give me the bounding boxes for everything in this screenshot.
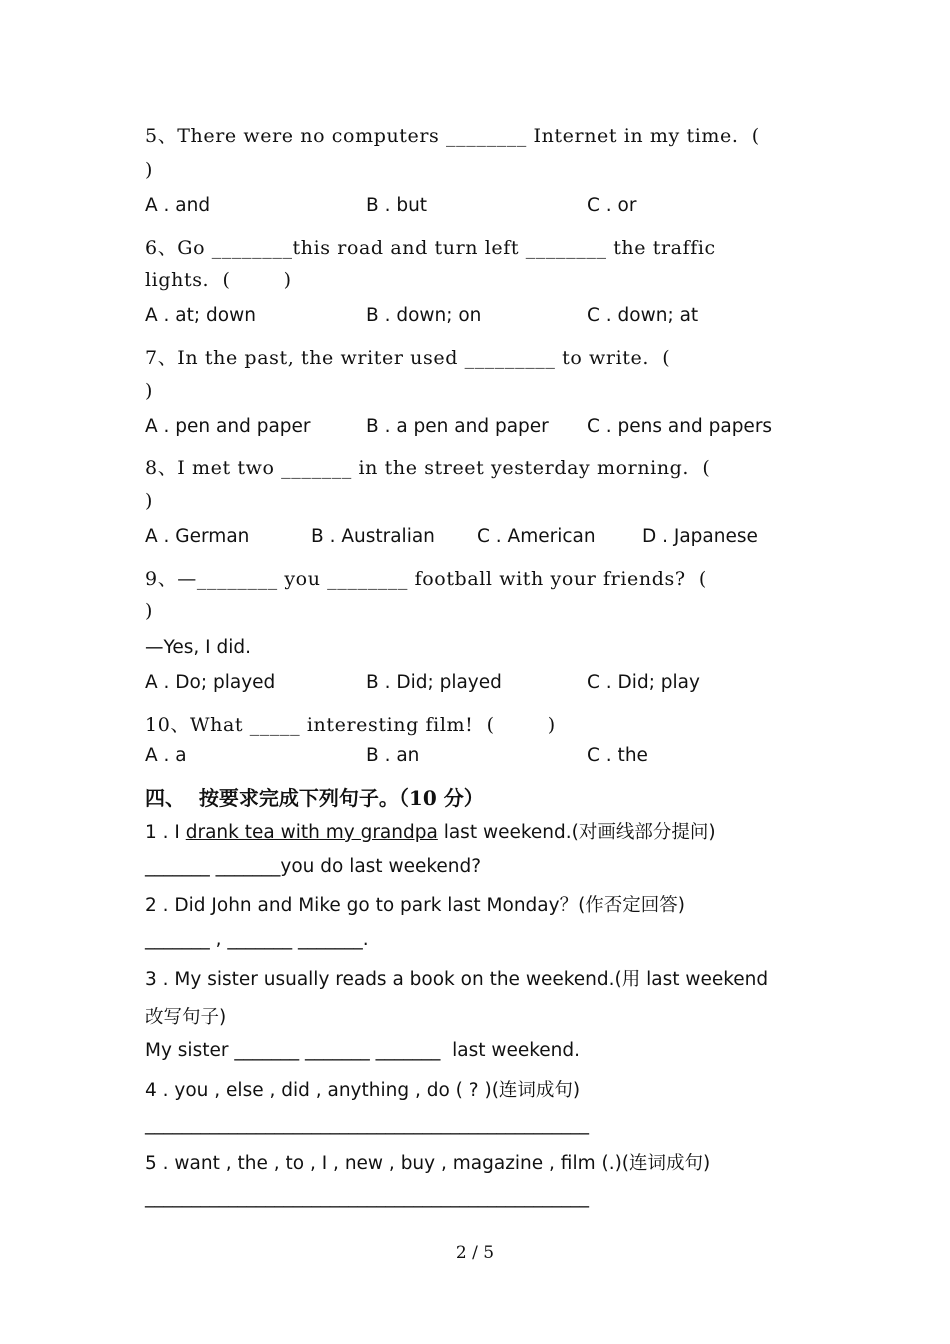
question-6-option-c: C . down; at <box>587 305 699 326</box>
question-7-option-b: B . a pen and paper <box>366 416 549 437</box>
question-10-option-a: A . a <box>145 745 187 766</box>
task-1-prefix: 1 . I <box>145 822 186 843</box>
question-8-stem: 8、I met two _______ in the street yesterday morning. ( <box>145 457 711 479</box>
question-8-option-c: C . American <box>477 526 596 547</box>
task-1-suffix: last weekend.(对画线部分提问) <box>437 822 716 843</box>
question-5-option-c: C . or <box>587 195 637 216</box>
question-9-option-c: C . Did; play <box>587 672 700 693</box>
question-7-option-a: A . pen and paper <box>145 416 311 437</box>
task-5-answer-line: ________________________________________________ <box>145 1187 589 1208</box>
question-6-stem: 6、Go ________this road and turn left ________ the traffic <box>145 237 716 259</box>
task-3-text-cont: 改写句子) <box>145 1007 227 1028</box>
task-1-text <box>145 818 716 844</box>
task-3-text: 3 . My sister usually reads a book on the weekend.(用 last weekend <box>145 969 769 990</box>
question-10-stem: 10、What _____ interesting film! ( ) <box>145 714 556 736</box>
task-2-text: 2 . Did John and Mike go to park last Monday？(作否定回答) <box>145 895 686 916</box>
task-4-answer-line: ________________________________________________ <box>145 1114 589 1135</box>
question-6-option-b: B . down; on <box>366 305 482 326</box>
section-heading: 四、 按要求完成下列句子。（10 分） <box>145 786 484 810</box>
question-9-option-a: A . Do; played <box>145 672 276 693</box>
question-7-stem: 7、In the past, the writer used _________ to write. ( <box>145 347 671 369</box>
question-5-stem: 5、There were no computers ________ Internet in my time. ( <box>145 125 760 147</box>
question-9-answer-line: —Yes, I did. <box>145 637 251 658</box>
question-7-stem-cont: ) <box>145 380 154 402</box>
question-8-option-b: B . Australian <box>311 526 435 547</box>
question-10-option-b: B . an <box>366 745 420 766</box>
question-8-option-d: D . Japanese <box>642 526 758 547</box>
task-1-answer: _______ _______you do last weekend? <box>145 856 482 877</box>
task-4-text: 4 . you , else , did , anything , do ( ? )(连词成句) <box>145 1080 581 1101</box>
task-1-underlined-phrase: drank tea with my grandpa <box>185 822 438 843</box>
question-7-option-c: C . pens and papers <box>587 416 773 437</box>
question-5-option-a: A . and <box>145 195 211 216</box>
task-2-answer: _______ , _______ _______. <box>145 929 369 950</box>
question-8-option-a: A . German <box>145 526 250 547</box>
page-number: 2 / 5 <box>455 1243 495 1263</box>
question-9-stem-cont: ) <box>145 600 154 622</box>
question-9-stem: 9、—________ you ________ football with your friends? ( <box>145 568 707 590</box>
question-5-stem-cont: ) <box>145 159 154 181</box>
question-6-stem-cont: lights. ( ) <box>145 269 292 291</box>
task-3-answer: My sister _______ _______ _______ last weekend. <box>145 1040 581 1061</box>
question-5-option-b: B . but <box>366 195 428 216</box>
question-6-option-a: A . at; down <box>145 305 256 326</box>
question-8-stem-cont: ) <box>145 490 154 512</box>
task-5-text: 5 . want , the , to , I , new , buy , magazine , film (.)(连词成句) <box>145 1153 711 1174</box>
question-10-option-c: C . the <box>587 745 648 766</box>
question-9-option-b: B . Did; played <box>366 672 502 693</box>
